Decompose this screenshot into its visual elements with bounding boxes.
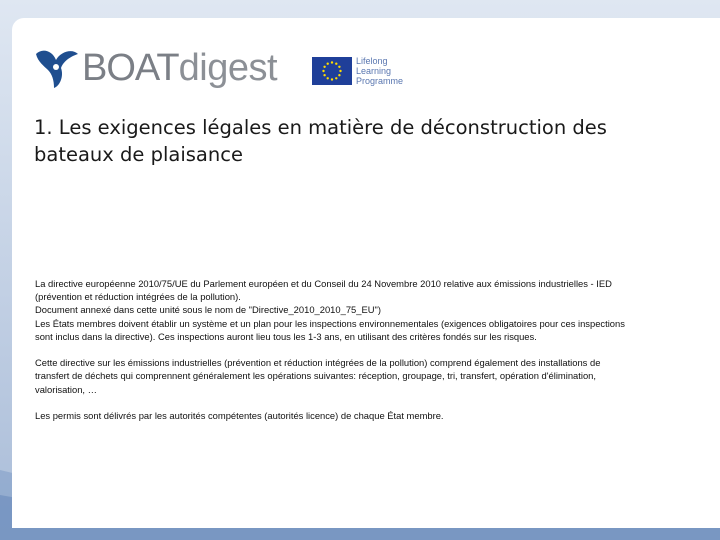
llp-line: Programme [356,76,404,86]
paragraph-line: sont inclus dans la directive). Ces inspections auront lieu tous les 1-3 ans, en utilisant des critères fondés sur les risques. [35,330,537,342]
paragraph-line: (prévention et réduction intégrées de la pollution). [35,291,241,303]
boatdigest-propeller-icon [34,46,80,90]
paragraph-line: Cette directive sur les émissions industrielles (prévention et réduction intégrées de la pollution) comprend également des installations de [35,357,601,369]
boatdigest-logo [34,44,277,92]
paragraph-line: Les permis sont délivrés par les autorités compétentes (autorités licence) de chaque État membre. [35,410,444,421]
llp-line: Learning [356,66,392,76]
paragraph-line: La directive européenne 2010/75/UE du Parlement européen et du Conseil du 24 Novembre 2010 relative aux émissions industrielles - IED [35,278,612,289]
slide-body [35,277,685,422]
paragraph-line: Les États membres doivent établir un système et un plan pour les inspections environnementales (exigences obligatoires pour ces inspections [35,317,625,329]
slide-card [12,18,720,528]
llp-label [356,56,403,86]
slide-title: 1. Les exigences légales en matière de déconstruction des bateaux de plaisance [34,116,607,166]
paragraph-line: Document annexé dans cette unité sous le nom de "Directive_2010_2010_75_EU") [35,304,381,316]
logo-boat-text: BOAT [82,46,179,89]
logo-digest-text: digest [178,46,278,89]
llp-line: Lifelong [356,56,388,66]
lifelong-learning-logo [312,56,403,86]
paragraph-line: valorisation, … [35,383,98,395]
eu-flag-icon [312,57,352,85]
paragraph-line: transfert de déchets qui comprennent généralement les opérations suivantes: réception, groupage, tri, transfert, opération d'élimination, [35,370,596,382]
